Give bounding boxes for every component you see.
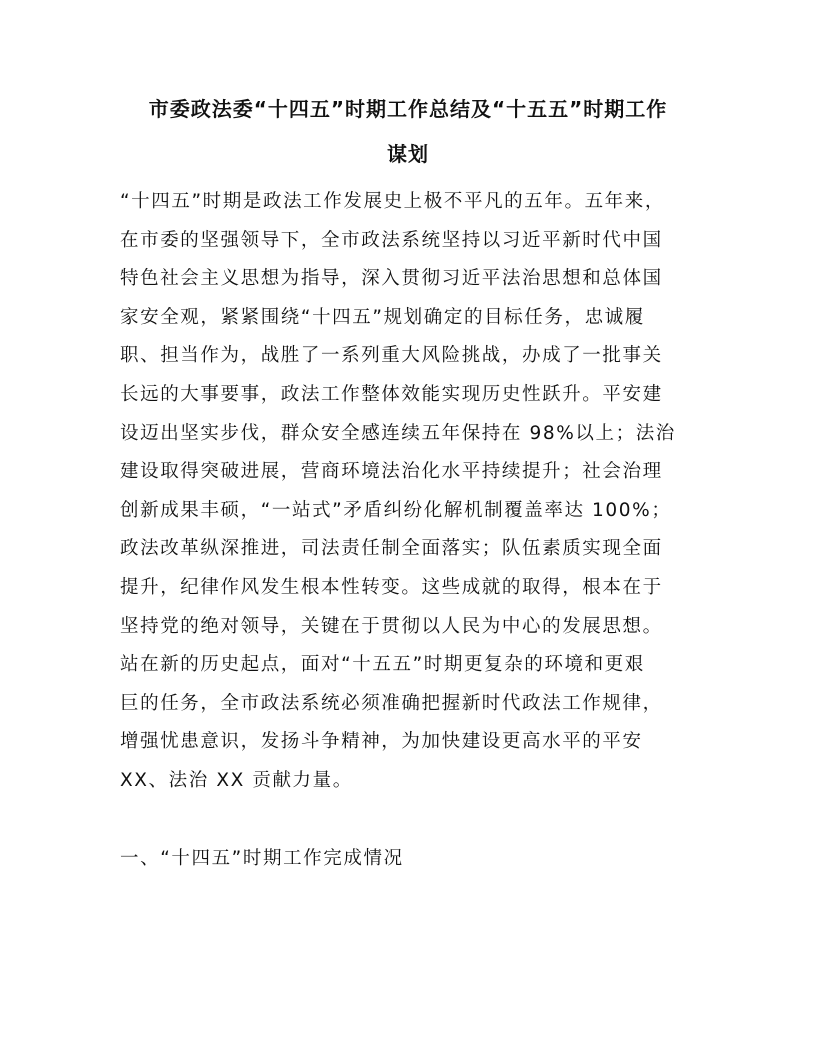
document-title-line-2: 谋划	[387, 142, 429, 166]
paragraph-line: 在市委的坚强领导下，全市政法系统坚持以习近平新时代中国	[120, 229, 663, 251]
paragraph-line: 坚持党的绝对领导，关键在于贯彻以人民为中心的发展思想。	[120, 615, 663, 637]
paragraph-line: 巨的任务，全市政法系统必须准确把握新时代政法工作规律，	[120, 692, 663, 714]
paragraph-line: XX、法治 XX 贡献力量。	[120, 769, 353, 791]
intro-paragraph	[120, 183, 700, 801]
paragraph-line: 建设取得突破进展，营商环境法治化水平持续提升；社会治理	[120, 461, 663, 483]
paragraph-line: 长远的大事要事，政法工作整体效能实现历史性跃升。平安建	[120, 383, 663, 405]
paragraph-line: 家安全观，紧紧围绕“十四五”规划确定的目标任务，忠诚履	[120, 306, 645, 328]
section-heading-1: 一、“十四五”时期工作完成情况	[120, 848, 404, 869]
paragraph-line: 特色社会主义思想为指导，深入贯彻习近平法治思想和总体国	[120, 268, 663, 290]
paragraph-line: 政法改革纵深推进，司法责任制全面落实；队伍素质实现全面	[120, 538, 663, 560]
paragraph-line: 提升，纪律作风发生根本性转变。这些成就的取得，根本在于	[120, 576, 663, 598]
document-title-line-1: 市委政法委“十四五”时期工作总结及“十五五”时期工作	[148, 97, 668, 121]
paragraph-line: 职、担当作为，战胜了一系列重大风险挑战，办成了一批事关	[120, 345, 663, 367]
paragraph-line: 站在新的历史起点，面对“十五五”时期更复杂的环境和更艰	[120, 654, 645, 676]
paragraph-line: 设迈出坚实步伐，群众安全感连续五年保持在 98%以上；法治	[120, 422, 676, 444]
paragraph-line: 创新成果丰硕，“一站式”矛盾纠纷化解机制覆盖率达 100%；	[120, 499, 672, 521]
paragraph-line: 增强忧患意识，发扬斗争精神，为加快建设更高水平的平安	[120, 731, 643, 753]
paragraph-line: “十四五”时期是政法工作发展史上极不平凡的五年。五年来，	[120, 191, 665, 212]
